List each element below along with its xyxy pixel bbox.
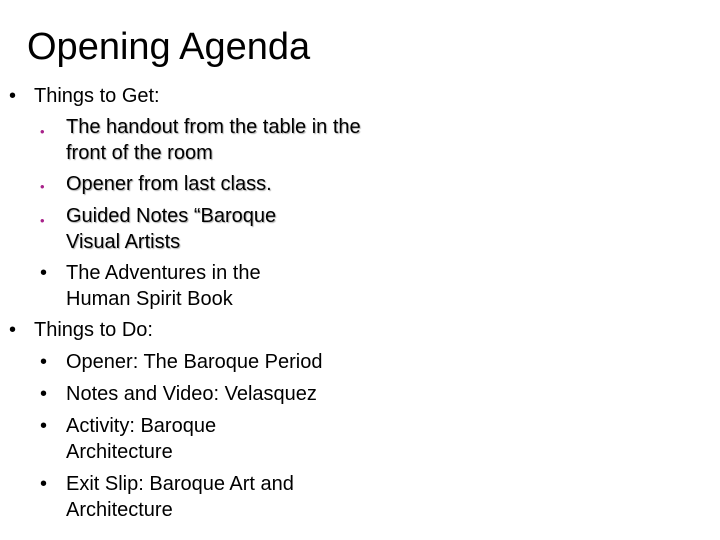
list-item: Notes and Video: Velasquez [66, 383, 317, 405]
bullet-icon: • [40, 213, 45, 228]
bullet-icon: • [40, 179, 45, 194]
list-item: Exit Slip: Baroque Art and Architecture [66, 473, 294, 521]
list-item: The Adventures in the Human Spirit Book [66, 262, 261, 310]
list-item: Guided Notes “Baroque Visual Artists [66, 205, 277, 253]
bullet-icon: • [9, 85, 17, 107]
list-item: Opener from last class. [66, 173, 272, 195]
bullet-icon: • [40, 473, 48, 495]
list-item: The handout from the table in the front of the room [66, 116, 361, 164]
bullet-icon: • [40, 124, 45, 139]
slide-title: Opening Agenda [27, 26, 311, 68]
bullet-icon: • [40, 351, 48, 373]
bullet-icon: • [40, 415, 48, 437]
list-item: Activity: Baroque Architecture [66, 415, 217, 463]
section-label-things-to-do: Things to Do: [34, 319, 153, 341]
bullet-icon: • [40, 262, 48, 284]
section-label-things-to-get: Things to Get: [34, 85, 160, 107]
list-item: Opener: The Baroque Period [66, 351, 323, 373]
bullet-icon: • [9, 319, 17, 341]
bullet-icon: • [40, 383, 48, 405]
